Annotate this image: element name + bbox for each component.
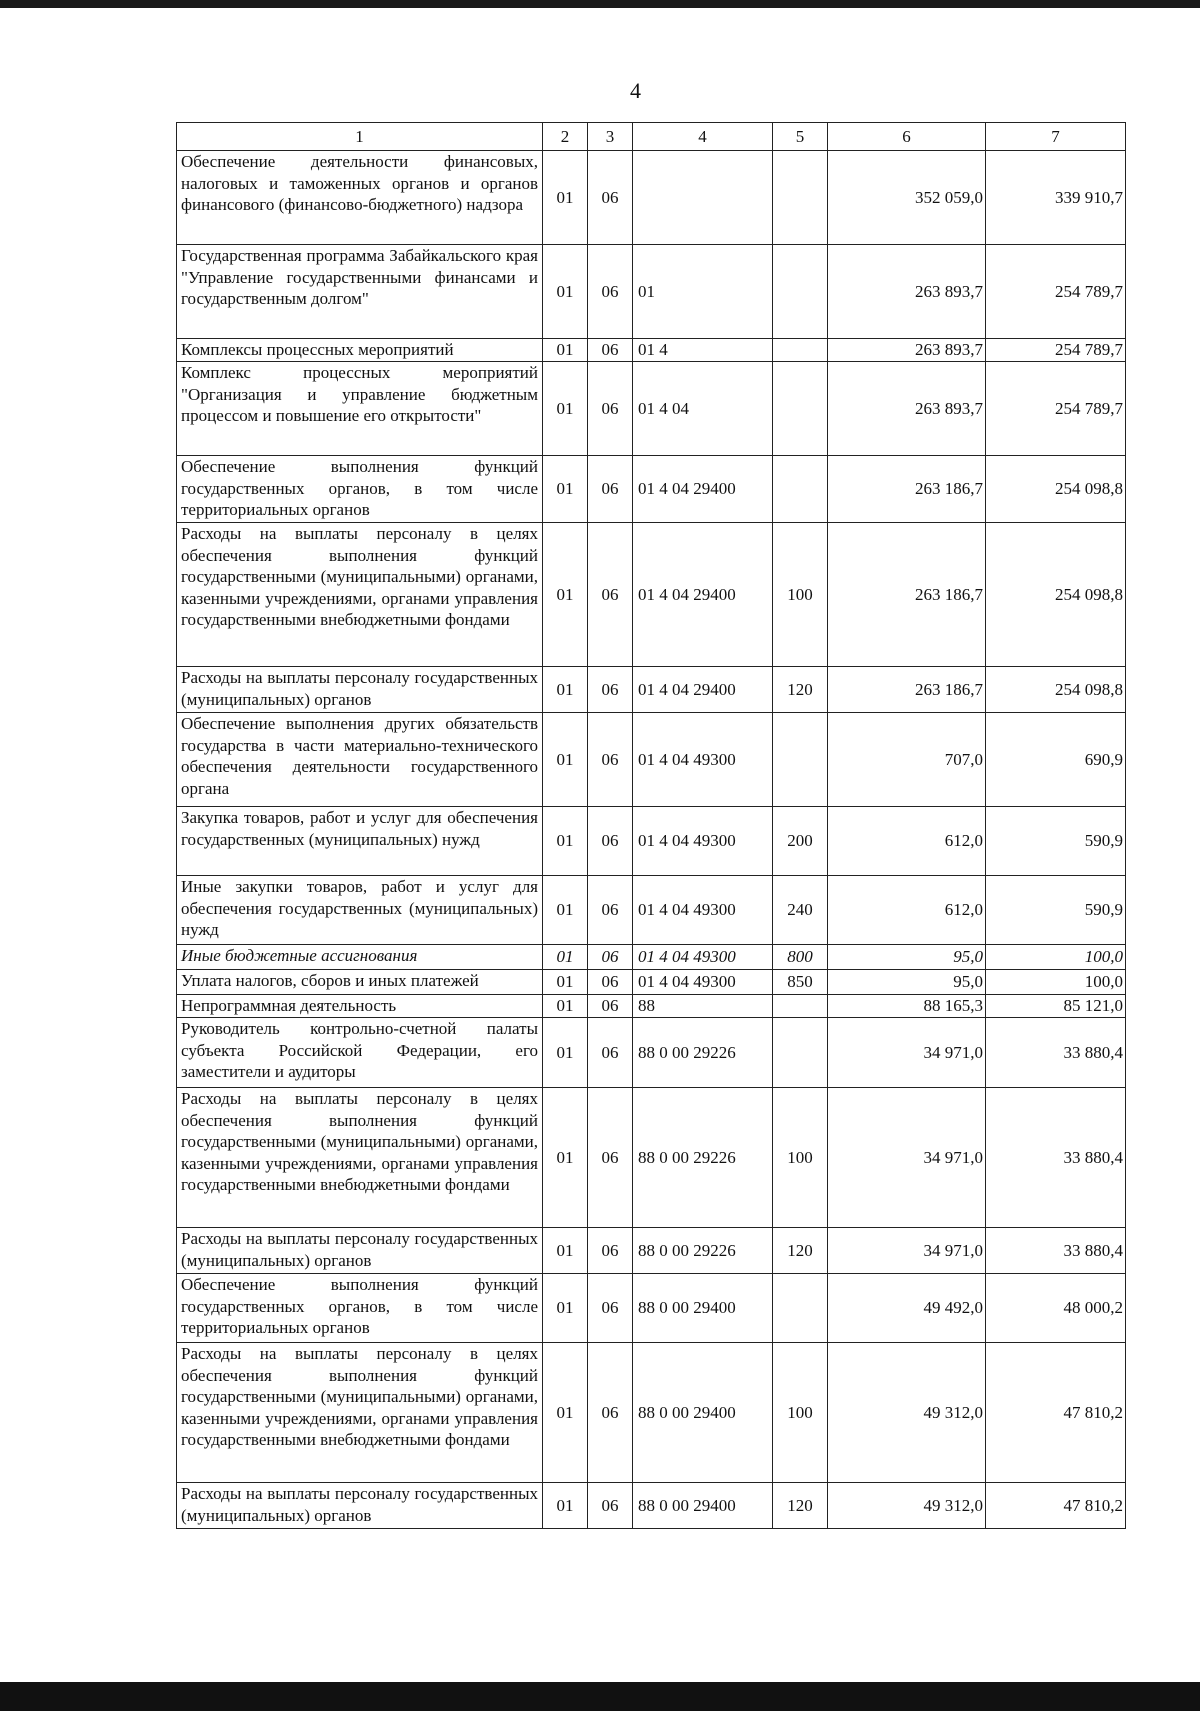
expense-type-cell: 240 bbox=[773, 876, 828, 945]
expense-type-cell bbox=[773, 713, 828, 807]
amount-year1-cell: 263 186,7 bbox=[828, 456, 986, 523]
section-code-cell: 01 bbox=[543, 362, 588, 456]
row-name-cell: Расходы на выплаты персоналу государственных (муниципальных) органов bbox=[177, 1483, 543, 1529]
row-name-cell: Расходы на выплаты персоналу в целях обеспечения выполнения функций государственными (муниципальными) органами, казенными учреждениями, органами управления государственными внебюджетными фондами bbox=[177, 1088, 543, 1228]
subsection-code-cell: 06 bbox=[588, 1018, 633, 1088]
table-row bbox=[177, 1018, 1126, 1088]
section-code-cell: 01 bbox=[543, 667, 588, 713]
target-article-cell: 88 0 00 29226 bbox=[633, 1088, 773, 1228]
subsection-code-cell: 06 bbox=[588, 807, 633, 876]
subsection-code-cell: 06 bbox=[588, 245, 633, 339]
row-name-cell: Обеспечение выполнения функций государственных органов, в том числе территориальных органов bbox=[177, 456, 543, 523]
subsection-code-cell: 06 bbox=[588, 945, 633, 970]
amount-year2-cell: 47 810,2 bbox=[986, 1483, 1126, 1529]
amount-year1-cell: 95,0 bbox=[828, 970, 986, 995]
target-article-cell: 01 4 bbox=[633, 339, 773, 362]
section-code-cell: 01 bbox=[543, 339, 588, 362]
section-code-cell: 01 bbox=[543, 523, 588, 667]
row-name-cell: Расходы на выплаты персоналу государственных (муниципальных) органов bbox=[177, 1228, 543, 1274]
expense-type-cell bbox=[773, 1274, 828, 1343]
section-code-cell: 01 bbox=[543, 945, 588, 970]
amount-year2-cell: 590,9 bbox=[986, 807, 1126, 876]
subsection-code-cell: 06 bbox=[588, 151, 633, 245]
column-header: 1 bbox=[177, 123, 543, 151]
section-code-cell: 01 bbox=[543, 245, 588, 339]
amount-year1-cell: 352 059,0 bbox=[828, 151, 986, 245]
table-row bbox=[177, 945, 1126, 970]
amount-year1-cell: 49 312,0 bbox=[828, 1483, 986, 1529]
expense-type-cell: 100 bbox=[773, 1088, 828, 1228]
subsection-code-cell: 06 bbox=[588, 970, 633, 995]
amount-year1-cell: 34 971,0 bbox=[828, 1018, 986, 1088]
subsection-code-cell: 06 bbox=[588, 1343, 633, 1483]
subsection-code-cell: 06 bbox=[588, 1274, 633, 1343]
section-code-cell: 01 bbox=[543, 1088, 588, 1228]
column-header: 5 bbox=[773, 123, 828, 151]
amount-year2-cell: 254 789,7 bbox=[986, 245, 1126, 339]
row-name-cell: Обеспечение выполнения функций государственных органов, в том числе территориальных органов bbox=[177, 1274, 543, 1343]
target-article-cell: 88 0 00 29226 bbox=[633, 1018, 773, 1088]
target-article-cell: 01 4 04 bbox=[633, 362, 773, 456]
amount-year2-cell: 47 810,2 bbox=[986, 1343, 1126, 1483]
amount-year2-cell: 85 121,0 bbox=[986, 995, 1126, 1018]
section-code-cell: 01 bbox=[543, 151, 588, 245]
expense-type-cell: 100 bbox=[773, 1343, 828, 1483]
subsection-code-cell: 06 bbox=[588, 1228, 633, 1274]
table-row bbox=[177, 339, 1126, 362]
amount-year2-cell: 254 098,8 bbox=[986, 523, 1126, 667]
amount-year1-cell: 263 186,7 bbox=[828, 667, 986, 713]
table-row bbox=[177, 1483, 1126, 1529]
amount-year1-cell: 34 971,0 bbox=[828, 1088, 986, 1228]
amount-year1-cell: 263 893,7 bbox=[828, 362, 986, 456]
column-header: 6 bbox=[828, 123, 986, 151]
section-code-cell: 01 bbox=[543, 713, 588, 807]
target-article-cell: 01 4 04 49300 bbox=[633, 945, 773, 970]
amount-year2-cell: 33 880,4 bbox=[986, 1018, 1126, 1088]
table-body bbox=[177, 151, 1126, 1529]
target-article-cell: 88 bbox=[633, 995, 773, 1018]
table-row bbox=[177, 667, 1126, 713]
target-article-cell: 01 4 04 49300 bbox=[633, 807, 773, 876]
expense-type-cell: 850 bbox=[773, 970, 828, 995]
expense-type-cell: 100 bbox=[773, 523, 828, 667]
table-row bbox=[177, 362, 1126, 456]
amount-year1-cell: 49 312,0 bbox=[828, 1343, 986, 1483]
table-row bbox=[177, 1088, 1126, 1228]
expense-type-cell bbox=[773, 339, 828, 362]
column-header: 2 bbox=[543, 123, 588, 151]
subsection-code-cell: 06 bbox=[588, 667, 633, 713]
row-name-cell: Государственная программа Забайкальского края "Управление государственными финансами и государственным долгом" bbox=[177, 245, 543, 339]
amount-year2-cell: 254 098,8 bbox=[986, 456, 1126, 523]
subsection-code-cell: 06 bbox=[588, 523, 633, 667]
target-article-cell: 01 bbox=[633, 245, 773, 339]
amount-year2-cell: 48 000,2 bbox=[986, 1274, 1126, 1343]
amount-year2-cell: 590,9 bbox=[986, 876, 1126, 945]
target-article-cell: 01 4 04 49300 bbox=[633, 876, 773, 945]
subsection-code-cell: 06 bbox=[588, 995, 633, 1018]
row-name-cell: Расходы на выплаты персоналу в целях обеспечения выполнения функций государственными (муниципальными) органами, казенными учреждениями, органами управления государственными внебюджетными фондами bbox=[177, 1343, 543, 1483]
target-article-cell: 88 0 00 29400 bbox=[633, 1483, 773, 1529]
budget-table bbox=[176, 122, 1126, 1529]
scan-border-top bbox=[0, 0, 1200, 8]
target-article-cell: 01 4 04 29400 bbox=[633, 523, 773, 667]
section-code-cell: 01 bbox=[543, 876, 588, 945]
column-number-row bbox=[177, 123, 1126, 151]
row-name-cell: Комплекс процессных мероприятий "Организация и управление бюджетным процессом и повышение его открытости" bbox=[177, 362, 543, 456]
expense-type-cell bbox=[773, 362, 828, 456]
expense-type-cell bbox=[773, 151, 828, 245]
row-name-cell: Непрограммная деятельность bbox=[177, 995, 543, 1018]
amount-year1-cell: 88 165,3 bbox=[828, 995, 986, 1018]
amount-year1-cell: 612,0 bbox=[828, 876, 986, 945]
row-name-cell: Закупка товаров, работ и услуг для обеспечения государственных (муниципальных) нужд bbox=[177, 807, 543, 876]
table-row bbox=[177, 456, 1126, 523]
row-name-cell: Иные закупки товаров, работ и услуг для обеспечения государственных (муниципальных) нужд bbox=[177, 876, 543, 945]
row-name-cell: Иные бюджетные ассигнования bbox=[177, 945, 543, 970]
expense-type-cell bbox=[773, 456, 828, 523]
amount-year2-cell: 339 910,7 bbox=[986, 151, 1126, 245]
table-row bbox=[177, 151, 1126, 245]
expense-type-cell: 120 bbox=[773, 1228, 828, 1274]
expense-type-cell: 800 bbox=[773, 945, 828, 970]
amount-year1-cell: 263 893,7 bbox=[828, 245, 986, 339]
subsection-code-cell: 06 bbox=[588, 339, 633, 362]
expense-type-cell bbox=[773, 1018, 828, 1088]
amount-year1-cell: 263 186,7 bbox=[828, 523, 986, 667]
row-name-cell: Расходы на выплаты персоналу государственных (муниципальных) органов bbox=[177, 667, 543, 713]
row-name-cell: Расходы на выплаты персоналу в целях обеспечения выполнения функций государственными (муниципальными) органами, казенными учреждениями, органами управления государственными внебюджетными фондами bbox=[177, 523, 543, 667]
subsection-code-cell: 06 bbox=[588, 713, 633, 807]
amount-year2-cell: 254 098,8 bbox=[986, 667, 1126, 713]
target-article-cell: 88 0 00 29226 bbox=[633, 1228, 773, 1274]
target-article-cell: 01 4 04 29400 bbox=[633, 667, 773, 713]
scan-border-bottom bbox=[0, 1682, 1200, 1711]
column-header: 3 bbox=[588, 123, 633, 151]
target-article-cell: 01 4 04 49300 bbox=[633, 713, 773, 807]
row-name-cell: Уплата налогов, сборов и иных платежей bbox=[177, 970, 543, 995]
subsection-code-cell: 06 bbox=[588, 456, 633, 523]
table-row bbox=[177, 995, 1126, 1018]
table-row bbox=[177, 1228, 1126, 1274]
section-code-cell: 01 bbox=[543, 1274, 588, 1343]
page-number: 4 bbox=[630, 78, 641, 103]
subsection-code-cell: 06 bbox=[588, 1483, 633, 1529]
amount-year2-cell: 33 880,4 bbox=[986, 1228, 1126, 1274]
row-name-cell: Обеспечение деятельности финансовых, налоговых и таможенных органов и органов финансового (финансово-бюджетного) надзора bbox=[177, 151, 543, 245]
amount-year2-cell: 690,9 bbox=[986, 713, 1126, 807]
section-code-cell: 01 bbox=[543, 1228, 588, 1274]
amount-year1-cell: 612,0 bbox=[828, 807, 986, 876]
subsection-code-cell: 06 bbox=[588, 876, 633, 945]
table-row bbox=[177, 876, 1126, 945]
amount-year1-cell: 34 971,0 bbox=[828, 1228, 986, 1274]
expense-type-cell: 120 bbox=[773, 667, 828, 713]
amount-year1-cell: 707,0 bbox=[828, 713, 986, 807]
table-row bbox=[177, 1274, 1126, 1343]
amount-year2-cell: 33 880,4 bbox=[986, 1088, 1126, 1228]
column-header: 4 bbox=[633, 123, 773, 151]
expense-type-cell: 120 bbox=[773, 1483, 828, 1529]
amount-year1-cell: 49 492,0 bbox=[828, 1274, 986, 1343]
target-article-cell: 01 4 04 29400 bbox=[633, 456, 773, 523]
row-name-cell: Руководитель контрольно-счетной палаты субъекта Российской Федерации, его заместители и аудиторы bbox=[177, 1018, 543, 1088]
expense-type-cell bbox=[773, 245, 828, 339]
expense-type-cell bbox=[773, 995, 828, 1018]
amount-year2-cell: 254 789,7 bbox=[986, 339, 1126, 362]
target-article-cell: 88 0 00 29400 bbox=[633, 1343, 773, 1483]
table-row bbox=[177, 970, 1126, 995]
section-code-cell: 01 bbox=[543, 456, 588, 523]
section-code-cell: 01 bbox=[543, 995, 588, 1018]
section-code-cell: 01 bbox=[543, 807, 588, 876]
table-row bbox=[177, 245, 1126, 339]
column-header: 7 bbox=[986, 123, 1126, 151]
subsection-code-cell: 06 bbox=[588, 1088, 633, 1228]
section-code-cell: 01 bbox=[543, 1483, 588, 1529]
target-article-cell: 88 0 00 29400 bbox=[633, 1274, 773, 1343]
table-row bbox=[177, 807, 1126, 876]
amount-year2-cell: 100,0 bbox=[986, 945, 1126, 970]
row-name-cell: Комплексы процессных мероприятий bbox=[177, 339, 543, 362]
section-code-cell: 01 bbox=[543, 1343, 588, 1483]
amount-year1-cell: 263 893,7 bbox=[828, 339, 986, 362]
section-code-cell: 01 bbox=[543, 970, 588, 995]
amount-year2-cell: 100,0 bbox=[986, 970, 1126, 995]
table-row bbox=[177, 1343, 1126, 1483]
section-code-cell: 01 bbox=[543, 1018, 588, 1088]
target-article-cell: 01 4 04 49300 bbox=[633, 970, 773, 995]
row-name-cell: Обеспечение выполнения других обязательств государства в части материально-технического обеспечения деятельности государственного органа bbox=[177, 713, 543, 807]
table-row bbox=[177, 523, 1126, 667]
amount-year1-cell: 95,0 bbox=[828, 945, 986, 970]
expense-type-cell: 200 bbox=[773, 807, 828, 876]
target-article-cell bbox=[633, 151, 773, 245]
amount-year2-cell: 254 789,7 bbox=[986, 362, 1126, 456]
table-row bbox=[177, 713, 1126, 807]
subsection-code-cell: 06 bbox=[588, 362, 633, 456]
